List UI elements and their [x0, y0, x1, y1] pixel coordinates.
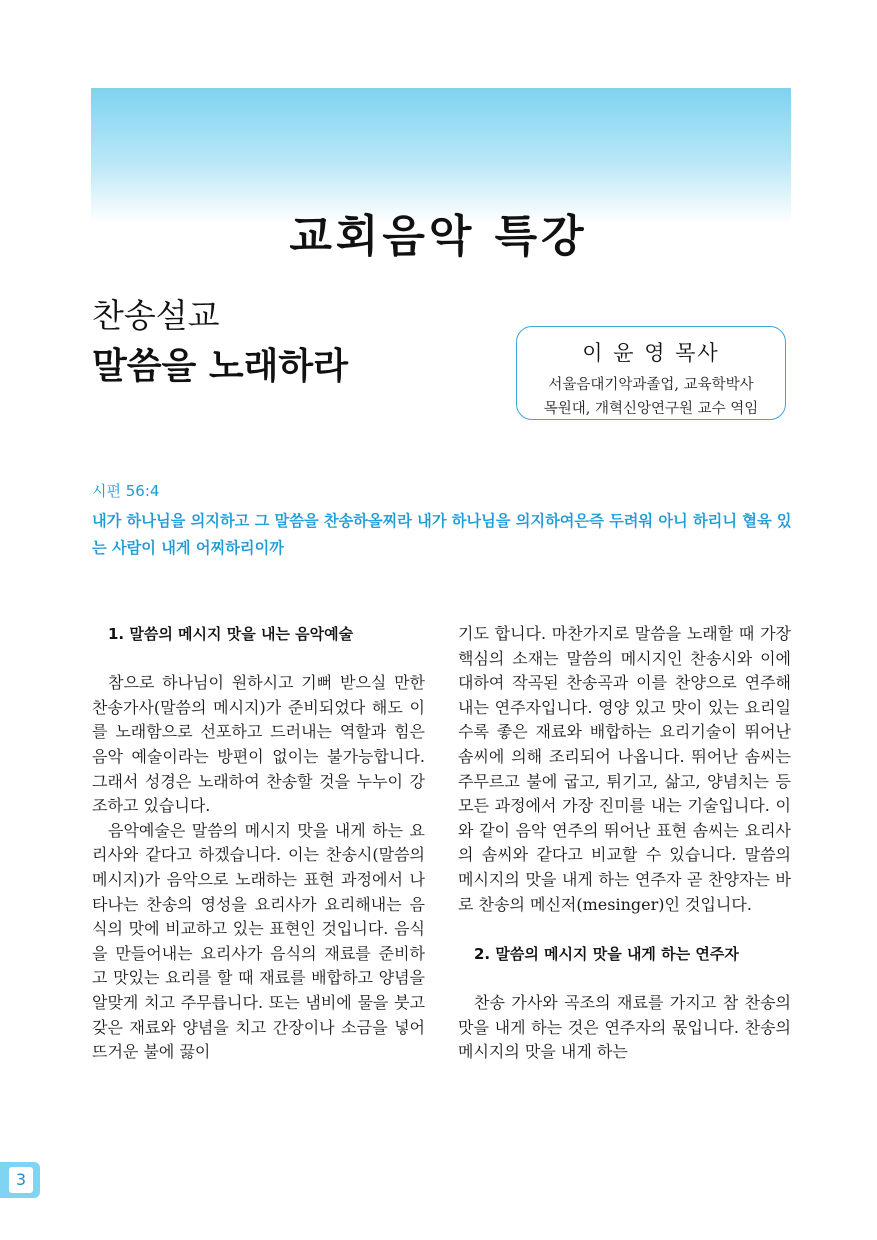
series-label: 찬송설교 [92, 296, 220, 335]
section1-paragraph-2-continued: 기도 합니다. 마찬가지로 말씀을 노래할 때 가장 핵심의 소재는 말씀의 메시지인 찬송시와 이에 대하여 작곡된 찬송곡과 이를 찬양으로 연주해 내는 연주자입니다. 영양 있고 맛이 있는 요리일수록 좋은 재료와 배합하는 요리기술이 뛰어난 솜씨에 의해 조리되어 나옵니다. 뛰어난 솜씨는 주무르고 불에 굽고, 튀기고, 삶고, 양념치는 등 모든 과정에서 가장 진미를 내는 기술입니다. 이와 같이 음악 연주의 뛰어난 표현 솜씨는 요리사의 솜씨와 같다고 비교할 수 있습니다. 말씀의 메시지의 맛을 내게 하는 연주자 곧 찬양자는 바로 찬송의 메신저(mesinger)인 것입니다. [458, 624, 791, 914]
scripture-reference: 시편 56:4 [92, 482, 160, 500]
author-box [516, 326, 786, 420]
page-number: 3 [9, 1167, 33, 1193]
left-column [92, 622, 425, 1065]
right-column [458, 622, 791, 1065]
section1-paragraph-1: 참으로 하나님이 원하시고 기뻐 받으실 만한 찬송가사(말씀의 메시지)가 준비되었다 해도 이를 노래함으로 선포하고 드러내는 역할과 힘은 음악 예술이라는 방편이 없이는 불가능합니다. 그래서 성경은 노래하여 찬송할 것을 누누이 강조하고 있습니다. [92, 673, 425, 816]
section1-heading: 1. 말씀의 메시지 맛을 내는 음악예술 [108, 625, 354, 643]
page-number-tab [0, 1162, 40, 1198]
banner-title: 교회음악 특강 [289, 211, 588, 262]
author-credential-1: 서울음대기악과졸업, 교육학박사 [548, 377, 754, 393]
scripture-text: 내가 하나님을 의지하고 그 말씀을 찬송하올찌라 내가 하나님을 의지하여은즉 두려워 아니 하리니 혈육 있는 사람이 내게 어찌하리이까 [92, 512, 792, 557]
section2-paragraph-1: 찬송 가사와 곡조의 재료를 가지고 참 찬송의 맛을 내게 하는 것은 연주자의 몫입니다. 찬송의 메시지의 맛을 내게 하는 [458, 992, 791, 1062]
sermon-title: 말씀을 노래하라 [92, 346, 348, 387]
section2-heading: 2. 말씀의 메시지 맛을 내게 하는 연주자 [474, 944, 739, 963]
section1-paragraph-2: 음악예술은 말씀의 메시지 맛을 내게 하는 요리사와 같다고 하겠습니다. 이는 찬송시(말씀의 메시지)가 음악으로 노래하는 표현 과정에서 나타나는 찬송의 영성을 요리사가 요리해내는 음식의 맛에 비교하고 있는 표현인 것입니다. 음식을 만들어내는 요리사가 음식의 재료를 준비하고 맛있는 요리를 할 때 재료를 배합하고 양념을 알맞게 치고 주무릅니다. 또는 냄비에 물을 붓고 갖은 재료와 양념을 치고 간장이나 소금을 넣어 뜨거운 불에 끓이 [92, 820, 425, 1062]
author-credential-2: 목원대, 개혁신앙연구원 교수 역임 [543, 401, 759, 417]
author-name: 이 윤 영 목사 [582, 341, 720, 365]
